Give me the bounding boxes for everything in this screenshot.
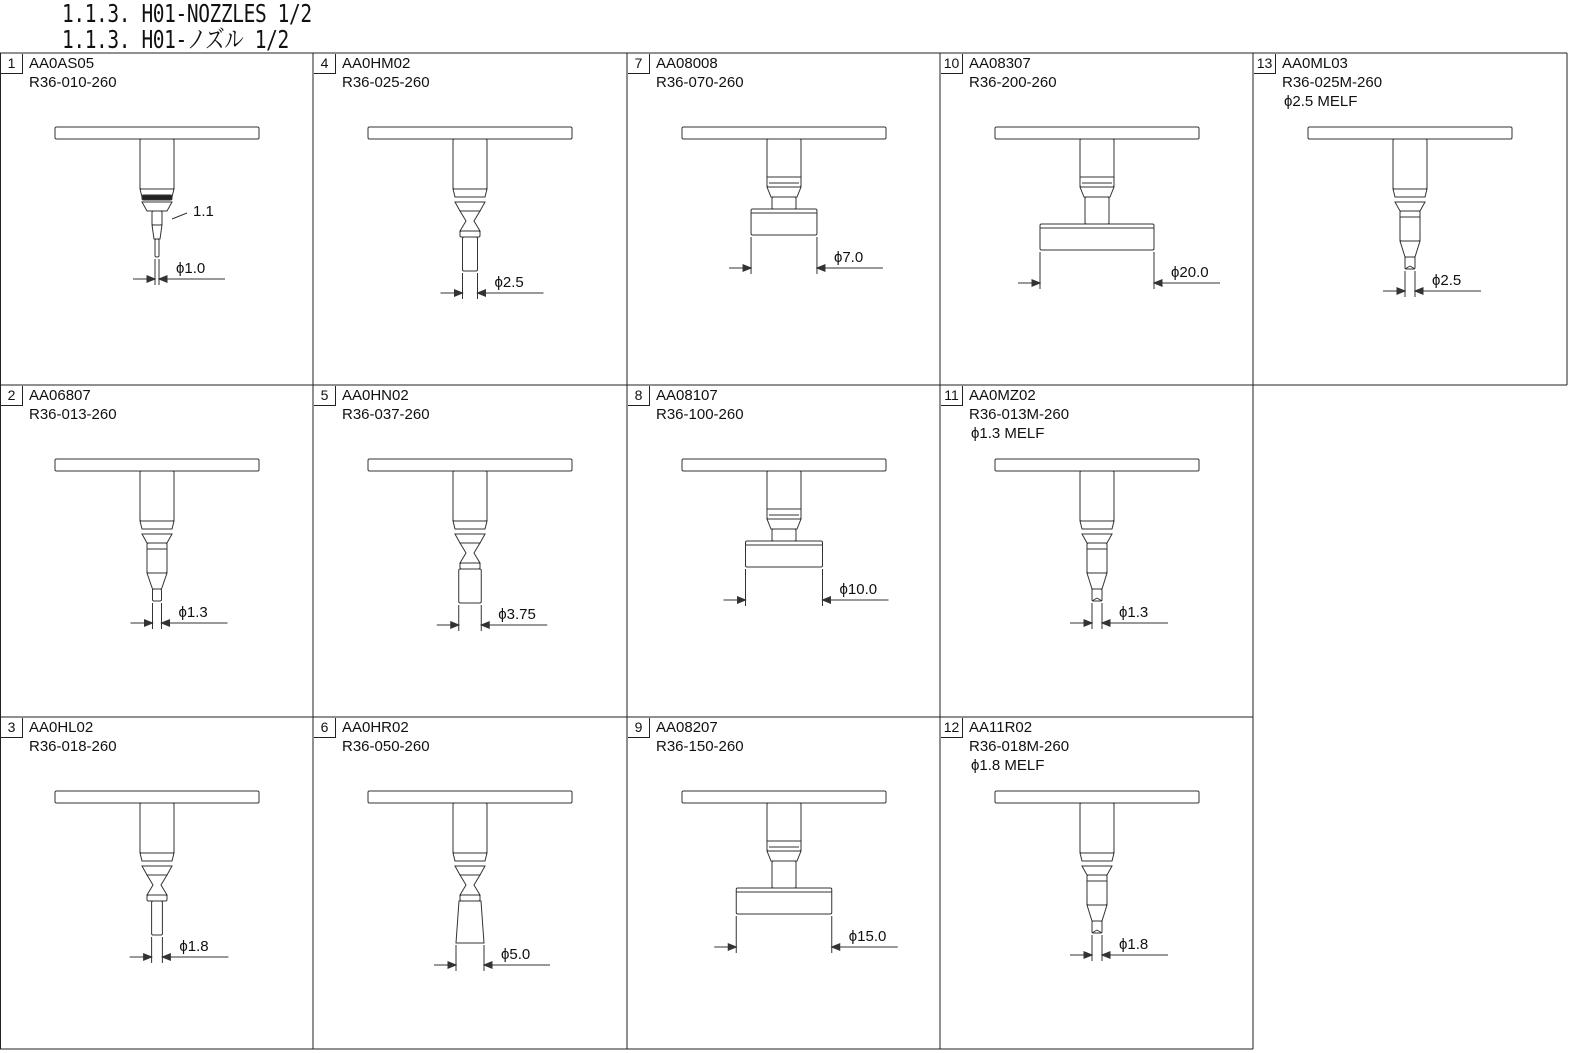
nozzle-flange [682, 127, 886, 139]
dimension-arrowhead [832, 944, 840, 950]
nozzle-index: 7 [628, 54, 650, 74]
nozzle-index: 9 [628, 718, 650, 738]
tip-diameter-label: ϕ1.8 [179, 938, 209, 955]
nozzle-flange [995, 127, 1199, 139]
dimension-arrowhead [1102, 620, 1110, 626]
dimension-arrowhead [147, 276, 155, 282]
nozzle-collar [1080, 853, 1114, 861]
dimension-arrowhead [1084, 620, 1092, 626]
nozzle-note: ϕ1.3 MELF [971, 425, 1045, 442]
nozzle-shoulder [767, 187, 801, 197]
nozzle-taper [455, 202, 485, 211]
tip-diameter-label: ϕ2.5 [1432, 272, 1462, 289]
nozzle-tip [463, 237, 478, 271]
nozzle-flange [682, 791, 886, 803]
dimension-arrowhead [159, 276, 167, 282]
nozzle-shaft [767, 803, 801, 851]
dimension-arrowhead [481, 622, 489, 628]
nozzle-part-number: R36-070-260 [656, 74, 744, 91]
nozzle-index: 4 [314, 54, 336, 74]
nozzle-pinch [460, 875, 480, 895]
nozzle-band [460, 563, 480, 569]
nozzle-taper [142, 534, 172, 543]
nozzle-collar [453, 189, 487, 197]
nozzle-flange [368, 127, 572, 139]
dimension-arrowhead [1154, 280, 1162, 286]
nozzle-tip [459, 569, 482, 603]
callout-leader [172, 213, 187, 219]
nozzle-flange [682, 459, 886, 471]
dimension-arrowhead [448, 962, 456, 968]
dimension-arrowhead [145, 620, 153, 626]
dimension-arrowhead [728, 944, 736, 950]
nozzle-stem [772, 861, 796, 888]
nozzle-taper [1082, 534, 1112, 543]
nozzle-flange [368, 459, 572, 471]
dimension-arrowhead [823, 597, 831, 603]
nozzle-shaft [140, 803, 174, 853]
nozzle-index: 13 [1254, 54, 1276, 74]
nozzle-collar [1080, 521, 1114, 529]
nozzle-taper [142, 866, 172, 875]
nozzle-index: 2 [1, 386, 23, 406]
nozzle-shaft [1393, 139, 1427, 189]
tip-diameter-label: ϕ1.3 [1119, 604, 1149, 621]
nozzle-note: ϕ2.5 MELF [1284, 93, 1358, 110]
tip-diameter-label: ϕ5.0 [501, 946, 531, 963]
nozzle-body [1087, 543, 1107, 573]
dimension-arrowhead [743, 265, 751, 271]
dimension-arrowhead [1084, 952, 1092, 958]
nozzle-code: AA06807 [29, 387, 91, 404]
nozzle-pinch [147, 875, 167, 895]
nozzle-code: AA0HN02 [342, 387, 409, 404]
tip-diameter-label: ϕ2.5 [494, 274, 524, 291]
nozzle-shaft [767, 471, 801, 519]
nozzle-shaft [453, 803, 487, 853]
dimension-arrowhead [817, 265, 825, 271]
nozzle-code: AA0MZ02 [969, 387, 1036, 404]
nozzle-index: 1 [1, 54, 23, 74]
nozzle-flange [55, 459, 259, 471]
tip-diameter-label: ϕ15.0 [848, 928, 887, 945]
nozzle-index: 5 [314, 386, 336, 406]
nozzle-code: AA08307 [969, 55, 1031, 72]
dimension-arrowhead [1032, 280, 1040, 286]
nozzle-collar [140, 521, 174, 529]
nozzle-part-number: R36-200-260 [969, 74, 1057, 91]
nozzle-tip [1405, 257, 1415, 269]
nozzle-part-number: R36-050-260 [342, 738, 430, 755]
nozzle-code: AA0HL02 [29, 719, 94, 736]
nozzle-body [147, 543, 167, 573]
nozzle-part-number: R36-013M-260 [969, 406, 1070, 423]
nozzle-code: AA08207 [656, 719, 718, 736]
tip-diameter-label: ϕ1.3 [178, 604, 208, 621]
nozzle-taper-tip [1087, 905, 1107, 921]
nozzle-code: AA08008 [656, 55, 718, 72]
dimension-arrowhead [1102, 952, 1110, 958]
nozzle-code: AA0ML03 [1282, 55, 1348, 72]
nozzle-code: AA08107 [656, 387, 718, 404]
tip-diameter-label: ϕ7.0 [833, 249, 864, 266]
nozzle-part-number: R36-150-260 [656, 738, 744, 755]
nozzle-taper [142, 202, 172, 211]
dimension-arrowhead [162, 954, 170, 960]
nozzle-part-number: R36-037-260 [342, 406, 430, 423]
nozzle-stem [772, 197, 796, 209]
nozzle-part-number: R36-010-260 [29, 74, 117, 91]
tip-diameter-label: ϕ20.0 [1171, 264, 1209, 281]
nozzle-shoulder [767, 519, 801, 529]
nozzle-part-number: R36-100-260 [656, 406, 744, 423]
nozzle-flange [55, 791, 259, 803]
nozzle-code: AA0AS05 [29, 55, 95, 72]
nozzle-index: 12 [941, 718, 963, 738]
nozzle-tip [153, 589, 162, 601]
nozzle-shoulder [767, 851, 801, 861]
nozzle-flange [368, 791, 572, 803]
dimension-arrowhead [455, 290, 463, 296]
tip-diameter-label: ϕ1.0 [176, 260, 206, 277]
nozzle-index: 8 [628, 386, 650, 406]
nozzle-neck [152, 211, 162, 225]
nozzle-index: 3 [1, 718, 23, 738]
tip-diameter-label: ϕ1.8 [1119, 936, 1149, 953]
nozzle-part-number: R36-013-260 [29, 406, 117, 423]
dimension-arrowhead [1397, 288, 1405, 294]
nozzle-shaft [453, 471, 487, 521]
nozzle-shoulder [1080, 187, 1114, 197]
dimension-arrowhead [484, 962, 492, 968]
nozzle-flange [55, 127, 259, 139]
page-title: 1.1.3. H01-NOZZLES 1/2 [62, 0, 312, 28]
nozzle-flange [1308, 127, 1512, 139]
nozzle-code: AA0HR02 [342, 719, 409, 736]
dimension-arrowhead [144, 954, 152, 960]
nozzle-taper-tip [1400, 241, 1420, 257]
nozzle-taper-tip [1087, 573, 1107, 589]
nozzle-marker-ring [142, 195, 172, 200]
nozzle-band [460, 895, 480, 901]
nozzle-flange [995, 459, 1199, 471]
nozzle-part-number: R36-018-260 [29, 738, 117, 755]
nozzle-index: 6 [314, 718, 336, 738]
nozzle-taper-tip [152, 225, 162, 239]
nozzle-collar [140, 853, 174, 861]
nozzle-collar [453, 853, 487, 861]
nozzle-note: ϕ1.8 MELF [971, 757, 1045, 774]
nozzle-taper [1082, 866, 1112, 875]
nozzle-flange [995, 791, 1199, 803]
nozzle-tip [152, 901, 163, 935]
nozzle-pinch [460, 211, 480, 231]
nozzle-index: 10 [941, 54, 963, 74]
nozzle-collar [1393, 189, 1427, 197]
page-subtitle: 1.1.3. H01-ノズル 1/2 [62, 25, 289, 54]
nozzle-band [460, 231, 480, 237]
nozzle-shaft [767, 139, 801, 187]
nozzle-part-number: R36-018M-260 [969, 738, 1070, 755]
nozzle-taper [1395, 202, 1425, 211]
nozzle-collar [453, 521, 487, 529]
nozzle-shaft [1080, 471, 1114, 521]
nozzle-shaft [140, 139, 174, 189]
tip-diameter-label: ϕ3.75 [498, 606, 536, 623]
nozzle-taper [455, 866, 485, 875]
nozzle-tip [1092, 589, 1102, 601]
nozzle-shaft [1080, 803, 1114, 853]
dimension-arrowhead [478, 290, 486, 296]
nozzle-part-number: R36-025M-260 [1282, 74, 1383, 91]
nozzle-flare-tip [456, 901, 484, 943]
nozzle-code: AA0HM02 [342, 55, 411, 72]
nozzle-index: 11 [941, 386, 963, 406]
nozzle-shaft [140, 471, 174, 521]
nozzle-shaft [1080, 139, 1114, 187]
nozzle-part-number: R36-025-260 [342, 74, 430, 91]
nozzle-shaft [453, 139, 487, 189]
dimension-arrowhead [162, 620, 170, 626]
nozzle-tip [155, 239, 159, 257]
callout-label: 1.1 [193, 203, 214, 220]
nozzle-taper [455, 534, 485, 543]
nozzle-taper-tip [147, 573, 167, 589]
dimension-arrowhead [738, 597, 746, 603]
nozzle-stem [772, 529, 796, 541]
nozzle-stem [1085, 197, 1109, 224]
tip-diameter-label: ϕ10.0 [839, 581, 878, 598]
dimension-arrowhead [451, 622, 459, 628]
nozzle-body [1087, 875, 1107, 905]
nozzle-code: AA11R02 [969, 719, 1033, 736]
nozzle-tip [1092, 921, 1102, 933]
dimension-arrowhead [1415, 288, 1423, 294]
nozzle-pinch [460, 543, 480, 563]
nozzle-band [147, 895, 167, 901]
nozzle-body [1400, 211, 1420, 241]
